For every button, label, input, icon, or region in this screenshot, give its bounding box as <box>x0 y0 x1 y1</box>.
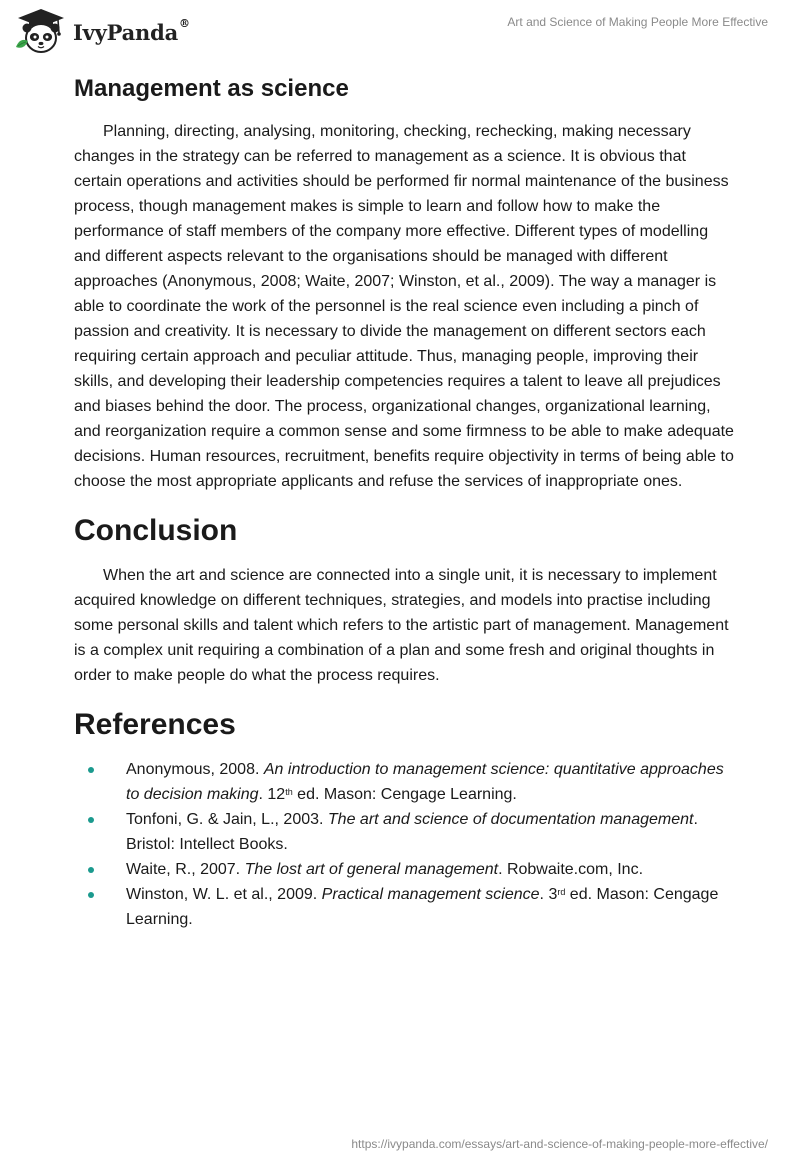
bullet-dot-icon <box>88 817 94 823</box>
page-header <box>0 0 800 60</box>
references-list <box>74 757 734 932</box>
bullet-dot-icon <box>88 767 94 773</box>
brand-name: IvyPanda® <box>73 16 190 45</box>
management-paragraph: Planning, directing, analysing, monitoring, checking, rechecking, making necessary changes in the strategy can be referred to management as a science. It is obvious that certain operations and activities should be performed fir normal maintenance of the business process, though management makes is simple to learn and follow how to make the performance of staff members of the company more effective. Different types of modelling and different aspects relevant to the organisations should be managed with different approaches (Anonymous, 2008; Waite, 2007; Winston, et al., 2009). The way a manager is able to coordinate the work of the personnel is the real science even including a pinch of passion and creativity. It is necessary to divide the management on different sectors each requiring certain approach and peculiar attitude. Thus, managing people, improving their skills, and developing their leadership competencies requires a talent to leave all prejudices and biases behind the door. The process, organizational changes, organizational learning, and reorganization require a common sense and some firmness to be able to make adequate decisions. Human resources, recruitment, benefits require objectivity in terms of being able to choose the most appropriate applicants and refuse the services of inappropriate ones. <box>74 123 734 490</box>
reference-title: The lost art of general management <box>244 861 499 878</box>
source-url[interactable]: https://ivypanda.com/essays/art-and-science-of-making-people-more-effective/ <box>351 1137 768 1151</box>
reference-title: An introduction to management science: quantitative approaches to decision making <box>126 761 724 803</box>
reference-item: Waite, R., 2007. The lost art of general management. Robwaite.com, Inc. <box>74 857 734 882</box>
bullet-dot-icon <box>88 867 94 873</box>
reference-title: The art and science of documentation management <box>327 811 694 828</box>
bullet-dot-icon <box>88 892 94 898</box>
management-heading: Management as science <box>74 75 349 102</box>
reference-item: Tonfoni, G. & Jain, L., 2003. The art and science of documentation management. Bristol: Intellect Books. <box>74 807 734 857</box>
reference-item: Anonymous, 2008. An introduction to management science: quantitative approaches to decision making. 12th ed. Mason: Cengage Learning. <box>74 757 734 807</box>
panda-graduate-icon <box>14 7 68 55</box>
references-heading: References <box>74 708 236 741</box>
reference-title: Practical management science <box>321 886 540 903</box>
reference-item: Winston, W. L. et al., 2009. Practical management science. 3rd ed. Mason: Cengage Learning. <box>74 882 734 932</box>
conclusion-paragraph: When the art and science are connected into a single unit, it is necessary to implement acquired knowledge on different techniques, strategies, and models into practise including some personal skills and talent which refers to the artistic part of management. Management is a complex unit requiring a combination of a plan and some fresh and original thoughts in order to make people do what the process requires. <box>74 567 729 684</box>
conclusion-heading: Conclusion <box>74 514 238 547</box>
registered-mark: ® <box>179 16 190 30</box>
running-title: Art and Science of Making People More Effective <box>507 15 768 29</box>
brand-logo[interactable] <box>14 7 190 55</box>
document-body <box>74 72 734 932</box>
